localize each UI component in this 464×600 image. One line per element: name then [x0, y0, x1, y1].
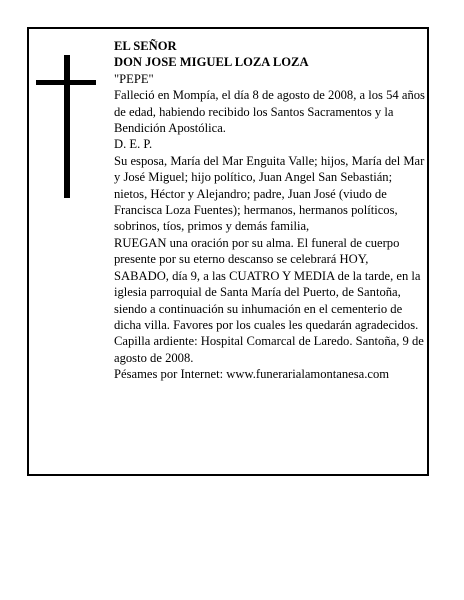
family-members: Su esposa, María del Mar Enguita Valle; hijos, María del Mar y José Miguel; hijo político, Juan Angel San Sebastián; nietos, Héctor y Alejandro; padre, Juan José (viudo de Francisca Loza Fuentes); hermanos, hermanos políticos, sobrinos, tíos, primos y demás familia,	[114, 153, 425, 234]
cross-vertical-bar	[64, 55, 70, 198]
deceased-name: DON JOSE MIGUEL LOZA LOZA	[114, 55, 309, 70]
deceased-title: EL SEÑOR	[114, 39, 177, 53]
funeral-details: RUEGAN una oración por su alma. El funeral de cuerpo presente por su eterno descanso se celebrará HOY, SABADO, día 9, a las CUATRO Y MEDIA de la tarde, en la iglesia parroquial de Santa María del Puerto, de Santoña, siendo a continuación su inhumación en el cementerio de dicha villa. Favores por los cuales les quedarán agradecidos. Capilla ardiente: Hospital Comarcal de Laredo. Santoña, 9 de agosto de 2008.	[114, 235, 424, 365]
condolences-link: Pésames por Internet: www.funerarialamontanesa.com	[114, 367, 390, 382]
obituary-text-block	[114, 38, 426, 383]
rest-in-peace: D. E. P.	[114, 137, 153, 152]
cross-horizontal-bar	[36, 80, 96, 85]
death-announcement: Falleció en Mompía, el día 8 de agosto de 2008, a los 54 años de edad, habiendo recibido los Santos Sacramentos y la Bendición Apostólica.	[114, 88, 425, 136]
deceased-nickname: "PEPE"	[114, 71, 154, 86]
